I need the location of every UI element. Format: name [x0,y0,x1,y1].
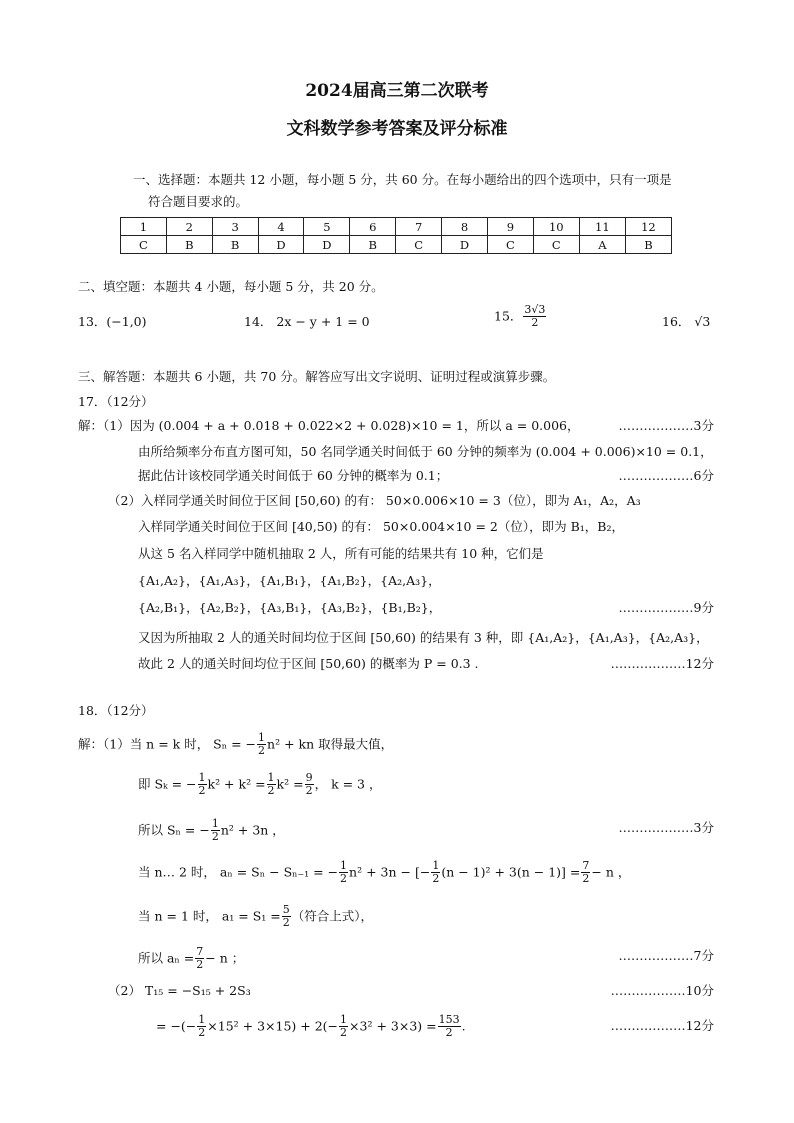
table-cell: 2 [166,218,212,236]
q18-text: 即 Sₖ = − [138,776,197,792]
q17-line-3: 据此估计该校同学通关时间低于 60 分钟的概率为 0.1； [138,468,449,483]
fraction-denominator: 2 [305,784,313,797]
q18-text: n² + 3n ， [220,822,285,838]
q18-text: （符合上式）， [291,908,374,924]
table-cell: D [442,236,488,254]
table-cell: B [625,236,671,254]
fraction [581,860,590,885]
answer-13: 13．(−1,0) [78,314,147,329]
table-cell: 6 [350,218,396,236]
q18-score-1: ………………3分 [618,820,714,835]
fraction [195,946,204,971]
q18-score-4: ………………12分 [610,1018,714,1033]
table-cell: 4 [258,218,304,236]
q17-line-5: 入样同学通关时间位于区间 [40,50) 的有： 50×0.004×10 = 2（位），即为 B₁，B₂， [138,519,624,534]
table-cell: D [304,236,350,254]
answer-15 [494,304,547,329]
fraction-numerator: 5 [282,903,290,916]
table-cell: C [396,236,442,254]
q18-line-5 [138,904,373,929]
fraction [198,772,207,797]
fraction [305,772,314,797]
fraction-denominator: 2 [432,872,440,885]
fraction [339,1014,348,1039]
fraction [339,860,348,885]
q17-line-8: {A₂,B₁}，{A₂,B₂}，{A₃,B₁}，{A₃,B₂}，{B₁,B₂}， [138,600,442,615]
q18-text: − n ， [591,864,631,880]
q18-text: k² + k² = [207,776,266,792]
table-cell: 3 [212,218,258,236]
table-cell: 12 [625,218,671,236]
fraction-numerator: 1 [211,817,219,830]
table-cell: B [166,236,212,254]
table-cell: C [533,236,579,254]
q18-line-7: （2） T₁₅ = −S₁₅ + 2S₃ [108,983,251,998]
q18-text: n² + 3n − [− [349,864,431,880]
fraction-denominator: 2 [282,916,290,929]
document-title: 2024届高三第二次联考 [305,81,489,101]
q18-text: ×15² + 3×15) + 2(− [207,1018,339,1034]
fraction [211,818,220,843]
section2-intro: 二、填空题：本题共 4 小题，每小题 5 分，共 20 分。 [78,279,384,294]
fraction-denominator: 2 [531,316,539,329]
fraction-numerator: 1 [267,771,275,784]
fraction [431,860,440,885]
q17-line-10: 故此 2 人的通关时间均位于区间 [50,60) 的概率为 P = 0.3 . [138,656,479,671]
q18-text: 所以 aₙ = [138,950,195,966]
fraction-numerator: 9 [305,771,313,784]
table-cell: 10 [533,218,579,236]
fraction-denominator: 2 [258,744,266,757]
table-cell: B [350,236,396,254]
fraction-denominator: 2 [198,784,206,797]
fraction-denominator: 2 [267,784,275,797]
q18-line-3 [138,818,285,843]
table-cell: B [212,236,258,254]
fraction-numerator: 1 [340,859,348,872]
answer-15-label: 15． [494,308,523,324]
fraction [197,1014,206,1039]
q18-line-8 [156,1014,466,1039]
q18-text: n² + kn 取得最大值， [267,736,394,752]
q18-text: (n − 1)² + 3(n − 1)] = [441,864,581,880]
fraction-denominator: 2 [196,958,204,971]
q17-score-2: ………………6分 [618,468,714,483]
table-cell: A [579,236,625,254]
q18-text: ， k = 3 ， [314,776,382,792]
table-cell: C [487,236,533,254]
fraction-denominator: 2 [340,872,348,885]
answer-table-answers-row [121,236,672,254]
q18-text: 所以 Sₙ = − [138,822,210,838]
fraction-numerator: 1 [432,859,440,872]
q18-text: − n ； [205,950,245,966]
section1-intro-line2: 符合题目要求的。 [148,194,249,209]
q17-score-4: ………………12分 [610,656,714,671]
q18-text: 解：（1）当 n = k 时， Sₙ = − [78,736,257,752]
fraction-numerator: 1 [198,771,206,784]
q18-header: 18．（12分） [78,703,154,718]
answer-table-numbers-row [121,218,672,236]
section1-intro-line1: 一、选择题：本题共 12 小题，每小题 5 分，共 60 分。在每小题给出的四个选项中，只有一项是 [133,172,672,187]
fraction-numerator: 1 [258,731,266,744]
fraction-denominator: 2 [445,1026,453,1039]
fraction-denominator: 2 [582,872,590,885]
q18-score-3: ………………10分 [610,983,714,998]
q18-text: . [461,1018,466,1034]
fraction-numerator: 1 [340,1013,348,1026]
q18-line-1 [78,732,393,757]
table-cell: D [258,236,304,254]
q18-text: ×3² + 3×3) = [349,1018,437,1034]
q17-score-1: ………………3分 [618,418,714,433]
q18-text: k² = [276,776,304,792]
q17-line-1: 解：（1）因为 (0.004 + a + 0.018 + 0.022×2 + 0.028)×10 = 1，所以 a = 0.006， [78,418,580,433]
q17-line-4: （2）入样同学通关时间位于区间 [50,60) 的有： 50×0.006×10 = 3（位），即为 A₁，A₂，A₃ [108,493,641,508]
q17-line-9: 又因为所抽取 2 人的通关时间均位于区间 [50,60) 的结果有 3 种，即 {A₁,A₂}，{A₁,A₃}，{A₂,A₃}， [138,630,709,645]
table-cell: 5 [304,218,350,236]
fraction-denominator: 2 [340,1026,348,1039]
q17-line-7: {A₁,A₂}，{A₁,A₃}，{A₁,B₁}，{A₁,B₂}，{A₂,A₃}， [138,573,441,588]
fraction-numerator: 153 [438,1013,460,1026]
table-cell: 1 [121,218,167,236]
fraction-denominator: 2 [198,1026,206,1039]
q18-score-2: ………………7分 [618,948,714,963]
q18-line-4 [138,860,630,885]
answer-table [120,217,672,254]
fraction [267,772,276,797]
table-cell: 8 [442,218,488,236]
q17-line-6: 从这 5 名入样同学中随机抽取 2 人，所有可能的结果共有 10 种，它们是 [138,546,544,561]
table-cell: 9 [487,218,533,236]
fraction-denominator: 2 [211,830,219,843]
q18-text: 当 n = 1 时， a₁ = S₁ = [138,908,281,924]
fraction-numerator: 3√3 [524,303,546,316]
fraction [438,1014,461,1039]
q18-text: 当 n… 2 时， aₙ = Sₙ − Sₙ₋₁ = − [138,864,339,880]
table-cell: 7 [396,218,442,236]
fraction [282,904,291,929]
q18-line-6 [138,946,244,971]
answer-15-fraction [523,304,546,329]
fraction-numerator: 1 [198,1013,206,1026]
q17-score-3: ………………9分 [618,600,714,615]
q18-line-2 [138,772,382,797]
q18-text: = −(− [156,1018,197,1034]
fraction-numerator: 7 [196,945,204,958]
fraction-numerator: 7 [582,859,590,872]
table-cell: 11 [579,218,625,236]
q17-header: 17．（12分） [78,394,154,409]
section3-intro: 三、解答题：本题共 6 小题，共 70 分。解答应写出文字说明、证明过程或演算步骤。 [78,369,556,384]
table-cell: C [121,236,167,254]
fraction [257,732,266,757]
document-subtitle: 文科数学参考答案及评分标准 [286,119,508,139]
q17-line-2: 由所给频率分布直方图可知，50 名同学通关时间低于 60 分钟的频率为 (0.004 + 0.006)×10 = 0.1， [138,444,713,459]
answer-16: 16． √3 [662,314,711,329]
answer-14: 14． 2x − y + 1 = 0 [244,314,370,329]
